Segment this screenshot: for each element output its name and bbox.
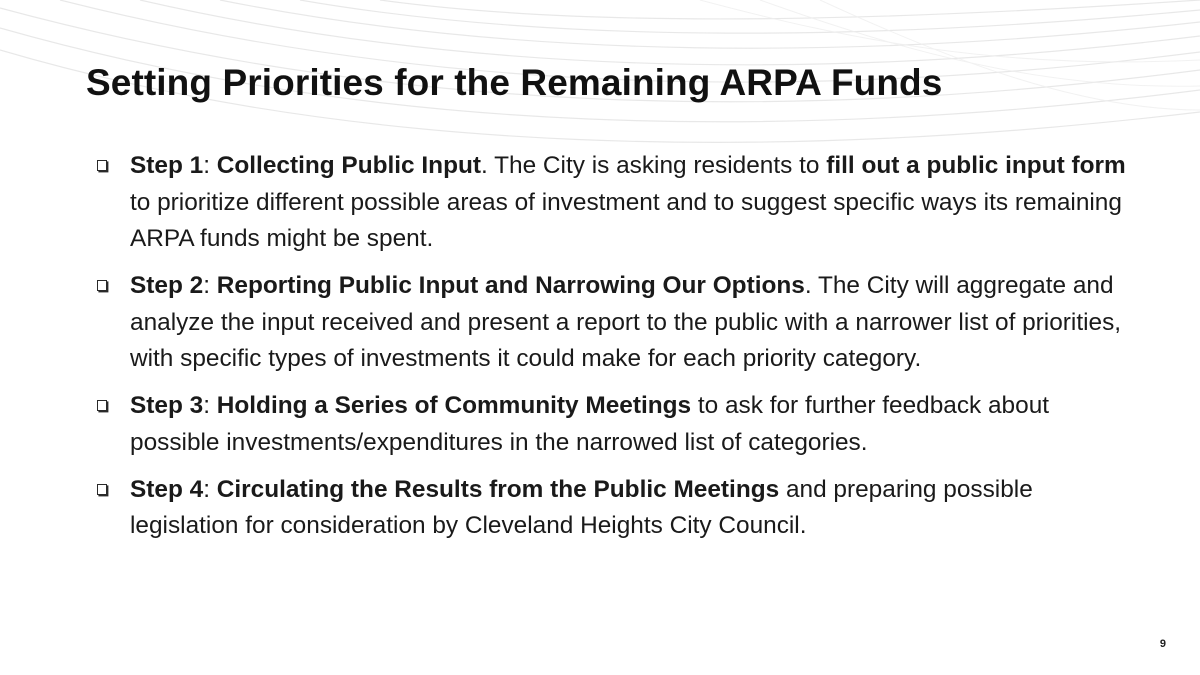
step-separator: : <box>203 475 217 503</box>
step-text: . The City is asking residents to <box>481 152 827 179</box>
step-label: Step 4 <box>130 475 204 503</box>
step-text: . The City will aggregate and analyze the input received and present a report to the public with a narrower list of priorities, with specific types of investments it could make for each priority category. <box>130 272 1122 372</box>
step-label: Step 3 <box>130 392 204 419</box>
slide-title: Setting Priorities for the Remaining ARPA Funds <box>86 62 943 103</box>
step-separator: : <box>203 272 217 299</box>
step-text: to ask for further feedback about possible investments/expenditures in the narrowed list of categories. <box>130 392 1050 456</box>
list-item-step-3 <box>96 388 1126 461</box>
step-emphasis: fill out a public input form <box>826 152 1126 179</box>
checkbox-bullet-icon <box>97 280 107 291</box>
step-separator: : <box>203 152 217 179</box>
checkbox-bullet-icon <box>97 160 107 171</box>
step-label: Step 1 <box>130 152 204 179</box>
step-heading: Collecting Public Input <box>216 152 481 179</box>
step-text: and preparing possible legislation for consideration by Cleveland Heights City Council. <box>130 475 1033 539</box>
step-heading: Holding a Series of Community Meetings <box>216 392 692 419</box>
checkbox-bullet-icon <box>97 484 107 495</box>
step-separator: : <box>203 392 217 419</box>
step-text-continued: to prioritize different possible areas of investment and to suggest specific ways its remaining ARPA funds might be spent. <box>130 188 1122 252</box>
step-label: Step 2 <box>130 272 204 299</box>
page-number: 9 <box>1159 638 1166 650</box>
list-item-step-2 <box>96 268 1126 378</box>
list-item-step-1 <box>96 148 1126 258</box>
step-heading: Circulating the Results from the Public Meetings <box>216 475 780 503</box>
steps-list <box>96 148 1126 555</box>
step-heading: Reporting Public Input and Narrowing Our Options <box>216 272 805 299</box>
checkbox-bullet-icon <box>97 400 107 411</box>
list-item-step-4 <box>96 472 1126 545</box>
